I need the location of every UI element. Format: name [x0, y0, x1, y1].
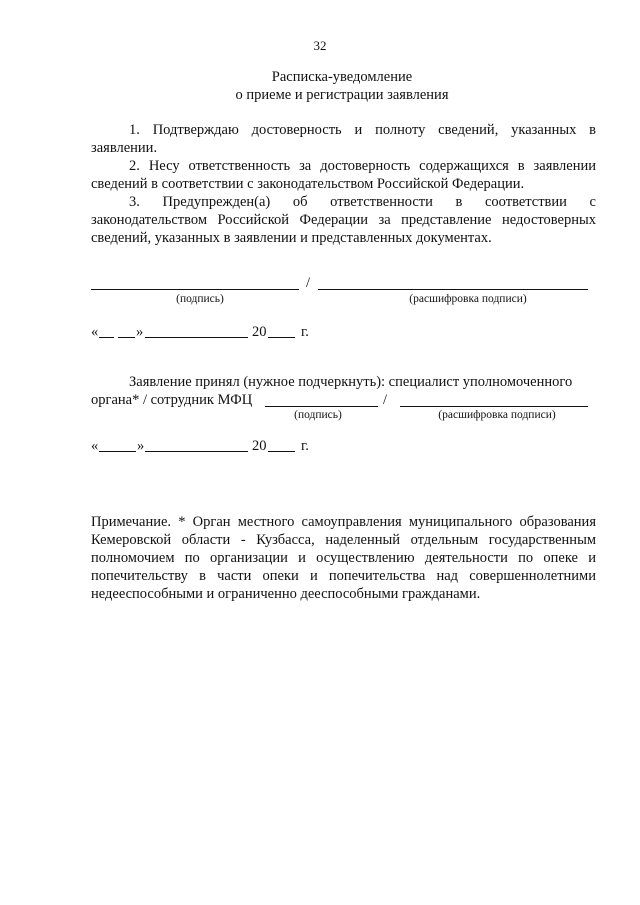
statement-item-3: 3. Предупрежден(а) об ответственности в соответствии с законодательством Российской Федерации за представление недостоверных сведений, указанных в заявлении и представленных документах.	[91, 194, 596, 246]
date-month-blank	[145, 337, 248, 338]
signature-caption: (подпись)	[176, 293, 224, 305]
footnote-paragraph: Примечание. * Орган местного самоуправления муниципального образования Кемеровской области - Кузбасса, наделенный отдельным государственным полномочием по организации и осуществлению деятельности по опеке и попечительству в части опеки и попечительства над совершеннолетними недееспособными и ограниченно дееспособными гражданами.	[91, 514, 596, 602]
date-year-suffix: г.	[301, 324, 309, 340]
statement-item-2: 2. Несу ответственность за достоверность содержащихся в заявлении сведений в соответствии с законодательством Российской Федерации.	[91, 158, 596, 192]
date-close-quote: »	[136, 324, 144, 340]
document-title-line-1: Расписка-уведомление	[271, 69, 413, 85]
acceptance-transcript-line	[400, 406, 588, 407]
date2-year-prefix: 20	[252, 438, 267, 454]
acceptance-text-line-1: Заявление принял (нужное подчеркнуть): специалист уполномоченного	[129, 374, 573, 390]
signature-line	[91, 289, 299, 290]
acceptance-transcript-caption: (расшифровка подписи)	[438, 409, 556, 421]
statement-item-1: 1. Подтверждаю достоверность и полноту сведений, указанных в заявлении.	[91, 122, 596, 156]
date2-year-blank	[268, 451, 295, 452]
signature-separator: /	[306, 275, 311, 291]
date2-close-quote: »	[137, 438, 145, 454]
acceptance-signature-caption: (подпись)	[294, 409, 342, 421]
acceptance-signature-line	[265, 406, 378, 407]
date-open-quote: «	[91, 324, 99, 340]
date-day-blank-part-1	[99, 337, 114, 338]
date-day-blank-part-2	[118, 337, 135, 338]
acceptance-text-line-2: органа* / сотрудник МФЦ	[91, 392, 253, 408]
date-year-blank	[268, 337, 295, 338]
signature-transcript-line	[318, 289, 588, 290]
document-title-line-2: о приеме и регистрации заявления	[235, 87, 449, 103]
acceptance-separator: /	[383, 392, 388, 408]
date2-day-blank	[99, 451, 136, 452]
date2-year-suffix: г.	[301, 438, 309, 454]
date2-month-blank	[145, 451, 248, 452]
signature-transcript-caption: (расшифровка подписи)	[409, 293, 527, 305]
page-number: 32	[313, 38, 327, 53]
date-year-prefix: 20	[252, 324, 267, 340]
date2-open-quote: «	[91, 438, 99, 454]
